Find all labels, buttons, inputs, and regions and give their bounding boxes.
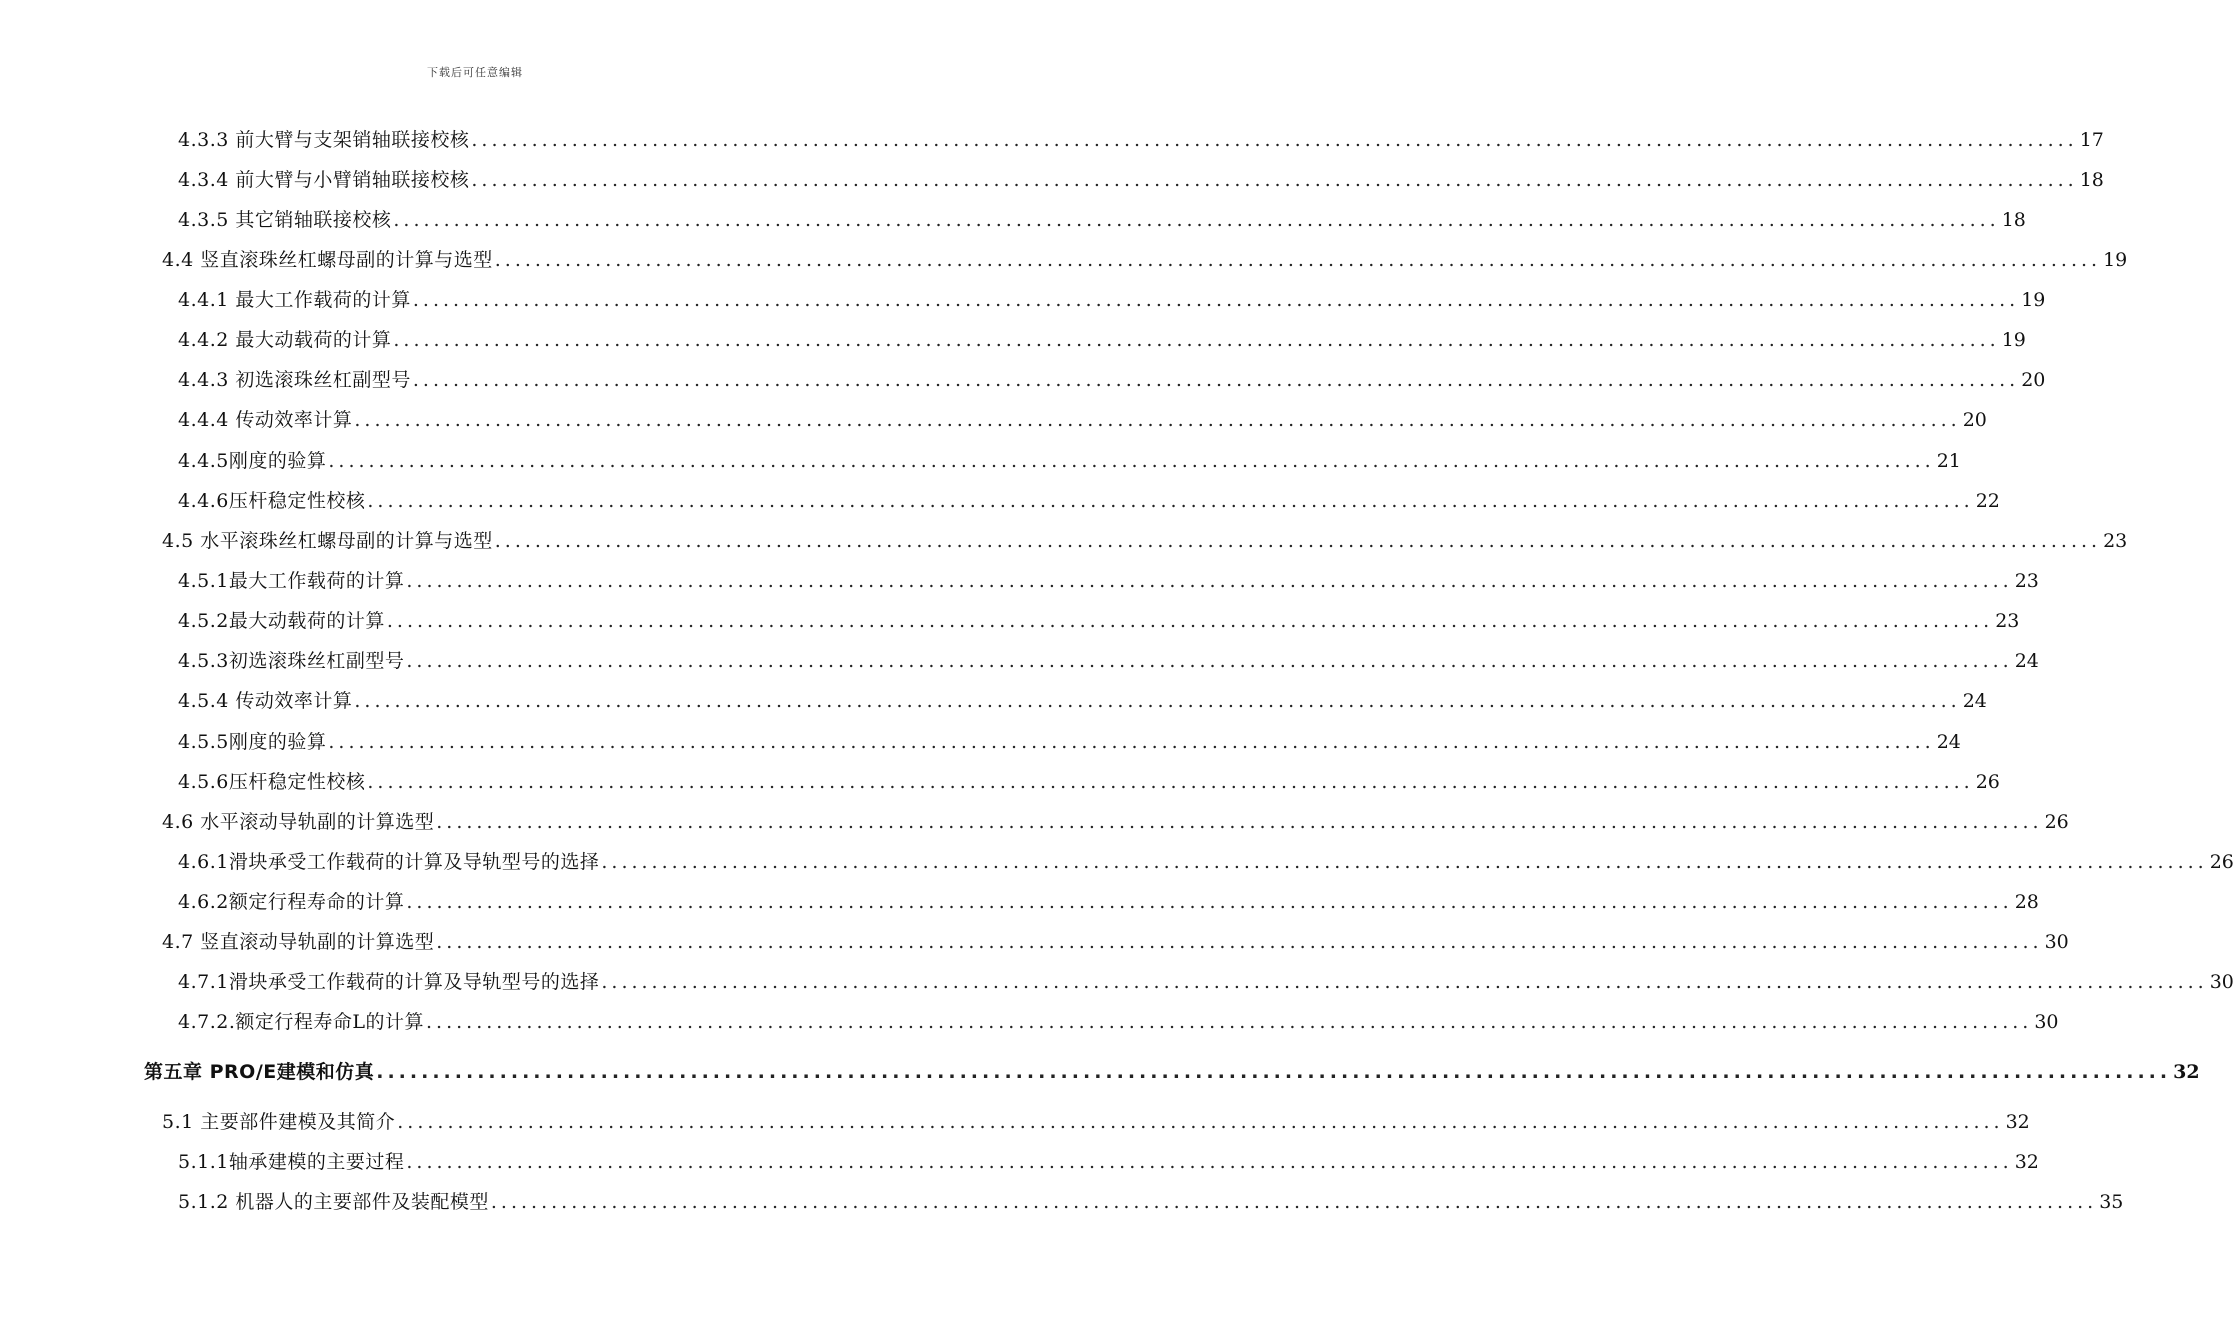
toc-entry-page-number: 23: [2014, 570, 2039, 592]
toc-dot-leader: ................................................................................................................................................................: [354, 409, 1961, 431]
toc-entry-page-number: 35: [2099, 1191, 2124, 1213]
toc-entry-title: 4.3.5 其它销轴联接校核: [178, 209, 392, 231]
toc-entry[interactable]: [178, 847, 2234, 874]
toc-dot-leader: ................................................................................................................................................................: [494, 249, 2102, 271]
toc-entry-page-number: 18: [2001, 209, 2026, 231]
toc-entry[interactable]: [178, 205, 2026, 232]
toc-entry-title: 4.5.4 传动效率计算: [178, 690, 353, 712]
toc-dot-leader: ................................................................................................................................................................: [601, 851, 2208, 873]
toc-entry[interactable]: [162, 807, 2069, 834]
toc-entry-title: 4.6.2额定行程寿命的计算: [178, 891, 405, 913]
toc-entry-page-number: 32: [2173, 1061, 2200, 1083]
toc-entry[interactable]: [178, 1007, 2059, 1034]
toc-entry-page-number: 26: [2209, 851, 2234, 873]
toc-dot-leader: ................................................................................................................................................................: [397, 1111, 2004, 1133]
toc-entry-title: 4.4.1 最大工作载荷的计算: [178, 289, 411, 311]
toc-entry[interactable]: [178, 285, 2046, 312]
toc-entry-title: 4.3.3 前大臂与支架销轴联接校核: [178, 129, 470, 151]
toc-entry-title: 5.1.2 机器人的主要部件及装配模型: [178, 1191, 489, 1213]
toc-entry-page-number: 22: [1975, 490, 2000, 512]
toc-entry[interactable]: [178, 767, 2000, 794]
toc-entry-page-number: 20: [2021, 369, 2046, 391]
toc-entry-page-number: 23: [2103, 530, 2128, 552]
toc-entry[interactable]: [178, 1187, 2124, 1214]
toc-dot-leader: ................................................................................................................................................................: [328, 731, 1935, 753]
toc-entry-page-number: 17: [2079, 129, 2104, 151]
toc-entry-title: 4.3.4 前大臂与小臂销轴联接校核: [178, 169, 470, 191]
toc-entry-title: 4.5.1最大工作载荷的计算: [178, 570, 405, 592]
toc-entry-page-number: 23: [1995, 610, 2020, 632]
toc-entry-page-number: 30: [2034, 1011, 2059, 1033]
toc-entry-title: 4.7.2.额定行程寿命L的计算: [178, 1011, 425, 1033]
toc-entry[interactable]: [178, 486, 2000, 513]
toc-entry-page-number: 26: [2044, 811, 2069, 833]
toc-entry-title: 4.5.5刚度的验算: [178, 731, 327, 753]
toc-dot-leader: ................................................................................................................................................................: [601, 971, 2208, 993]
toc-dot-leader: ................................................................................................................................................................: [328, 450, 1935, 472]
toc-entry[interactable]: [178, 365, 2046, 392]
toc-entry-page-number: 18: [2079, 169, 2104, 191]
toc-entry-page-number: 21: [1936, 450, 1961, 472]
toc-entry-page-number: 24: [2014, 650, 2039, 672]
page-header: 下载后可任意编辑: [427, 66, 523, 79]
toc-entry-page-number: 24: [1962, 690, 1987, 712]
toc-entry[interactable]: [144, 1057, 2200, 1084]
toc-dot-leader: ................................................................................................................................................................: [406, 570, 2013, 592]
toc-entry-page-number: 24: [1936, 731, 1961, 753]
toc-dot-leader: ................................................................................................................................................................: [490, 1191, 2098, 1213]
toc-entry-title: 4.4.5刚度的验算: [178, 450, 327, 472]
toc-entry-title: 4.7.1滑块承受工作载荷的计算及导轨型号的选择: [178, 971, 600, 993]
toc-dot-leader: ................................................................................................................................................................: [393, 329, 2000, 351]
toc-dot-leader: ................................................................................................................................................................: [406, 891, 2013, 913]
toc-entry-title: 4.5.3初选滚珠丝杠副型号: [178, 650, 405, 672]
toc-entry-title: 4.4.6压杆稳定性校核: [178, 490, 366, 512]
toc-entry-page-number: 20: [1962, 409, 1987, 431]
toc-dot-leader: ................................................................................................................................................................: [367, 771, 1974, 793]
toc-entry-title: 4.5.6压杆稳定性校核: [178, 771, 366, 793]
toc-entry[interactable]: [178, 446, 1961, 473]
toc-entry-page-number: 19: [2103, 249, 2128, 271]
toc-dot-leader: ................................................................................................................................................................: [426, 1011, 2033, 1033]
toc-entry[interactable]: [162, 927, 2069, 954]
toc-dot-leader: ................................................................................................................................................................: [367, 490, 1974, 512]
toc-entry-page-number: 28: [2014, 891, 2039, 913]
toc-entry-title: 第五章 PRO/E建模和仿真: [144, 1061, 375, 1083]
toc-entry[interactable]: [178, 686, 1987, 713]
toc-entry[interactable]: [178, 325, 2026, 352]
toc-dot-leader: ................................................................................................................................................................: [386, 610, 1994, 632]
toc-dot-leader: ................................................................................................................................................................: [406, 650, 2013, 672]
toc-dot-leader: ................................................................................................................................................................: [471, 129, 2078, 151]
toc-entry[interactable]: [178, 727, 1961, 754]
toc-entry-page-number: 32: [2005, 1111, 2030, 1133]
toc-dot-leader: ................................................................................................................................................................: [436, 811, 2043, 833]
toc-dot-leader: ................................................................................................................................................................: [393, 209, 2000, 231]
toc-entry-title: 4.4 竖直滚珠丝杠螺母副的计算与选型: [162, 249, 493, 271]
toc-dot-leader: ................................................................................................................................................................: [436, 931, 2043, 953]
toc-dot-leader: ................................................................................................................................................................: [494, 530, 2102, 552]
toc-entry[interactable]: [178, 1147, 2039, 1174]
toc-entry-title: 4.6.1滑块承受工作载荷的计算及导轨型号的选择: [178, 851, 600, 873]
toc-dot-leader: ................................................................................................................................................................: [471, 169, 2078, 191]
toc-entry-title: 4.5 水平滚珠丝杠螺母副的计算与选型: [162, 530, 493, 552]
toc-entry[interactable]: [178, 566, 2039, 593]
toc-dot-leader: ................................................................................................................................................................: [354, 690, 1961, 712]
toc-entry[interactable]: [178, 165, 2104, 192]
toc-entry[interactable]: [178, 405, 1987, 432]
toc-entry[interactable]: [178, 646, 2039, 673]
toc-dot-leader: ................................................................................................................................................................: [406, 1151, 2013, 1173]
toc-entry-title: 4.5.2最大动载荷的计算: [178, 610, 385, 632]
toc-dot-leader: ................................................................................................................................................................: [412, 369, 2020, 391]
toc-entry[interactable]: [162, 526, 2128, 553]
toc-dot-leader: ................................................................................................................................................................: [376, 1061, 2172, 1083]
toc-entry-page-number: 19: [2021, 289, 2046, 311]
toc-entry-title: 4.6 水平滚动导轨副的计算选型: [162, 811, 435, 833]
toc-entry[interactable]: [162, 1107, 2030, 1134]
toc-entry-page-number: 19: [2001, 329, 2026, 351]
toc-entry[interactable]: [178, 967, 2234, 994]
toc-dot-leader: ................................................................................................................................................................: [412, 289, 2020, 311]
toc-entry-page-number: 26: [1975, 771, 2000, 793]
toc-entry-title: 5.1 主要部件建模及其简介: [162, 1111, 396, 1133]
toc-entry-title: 4.4.4 传动效率计算: [178, 409, 353, 431]
toc-entry-title: 4.7 竖直滚动导轨副的计算选型: [162, 931, 435, 953]
toc-entry[interactable]: [178, 887, 2039, 914]
toc-entry-page-number: 30: [2044, 931, 2069, 953]
toc-entry-title: 4.4.3 初选滚珠丝杠副型号: [178, 369, 411, 391]
toc-entry[interactable]: [162, 245, 2128, 272]
toc-entry-page-number: 32: [2014, 1151, 2039, 1173]
toc-entry-title: 4.4.2 最大动载荷的计算: [178, 329, 392, 351]
toc-entry-page-number: 30: [2209, 971, 2234, 993]
toc-entry[interactable]: [178, 606, 2020, 633]
toc-entry-title: 5.1.1轴承建模的主要过程: [178, 1151, 405, 1173]
toc-entry[interactable]: [178, 125, 2104, 152]
